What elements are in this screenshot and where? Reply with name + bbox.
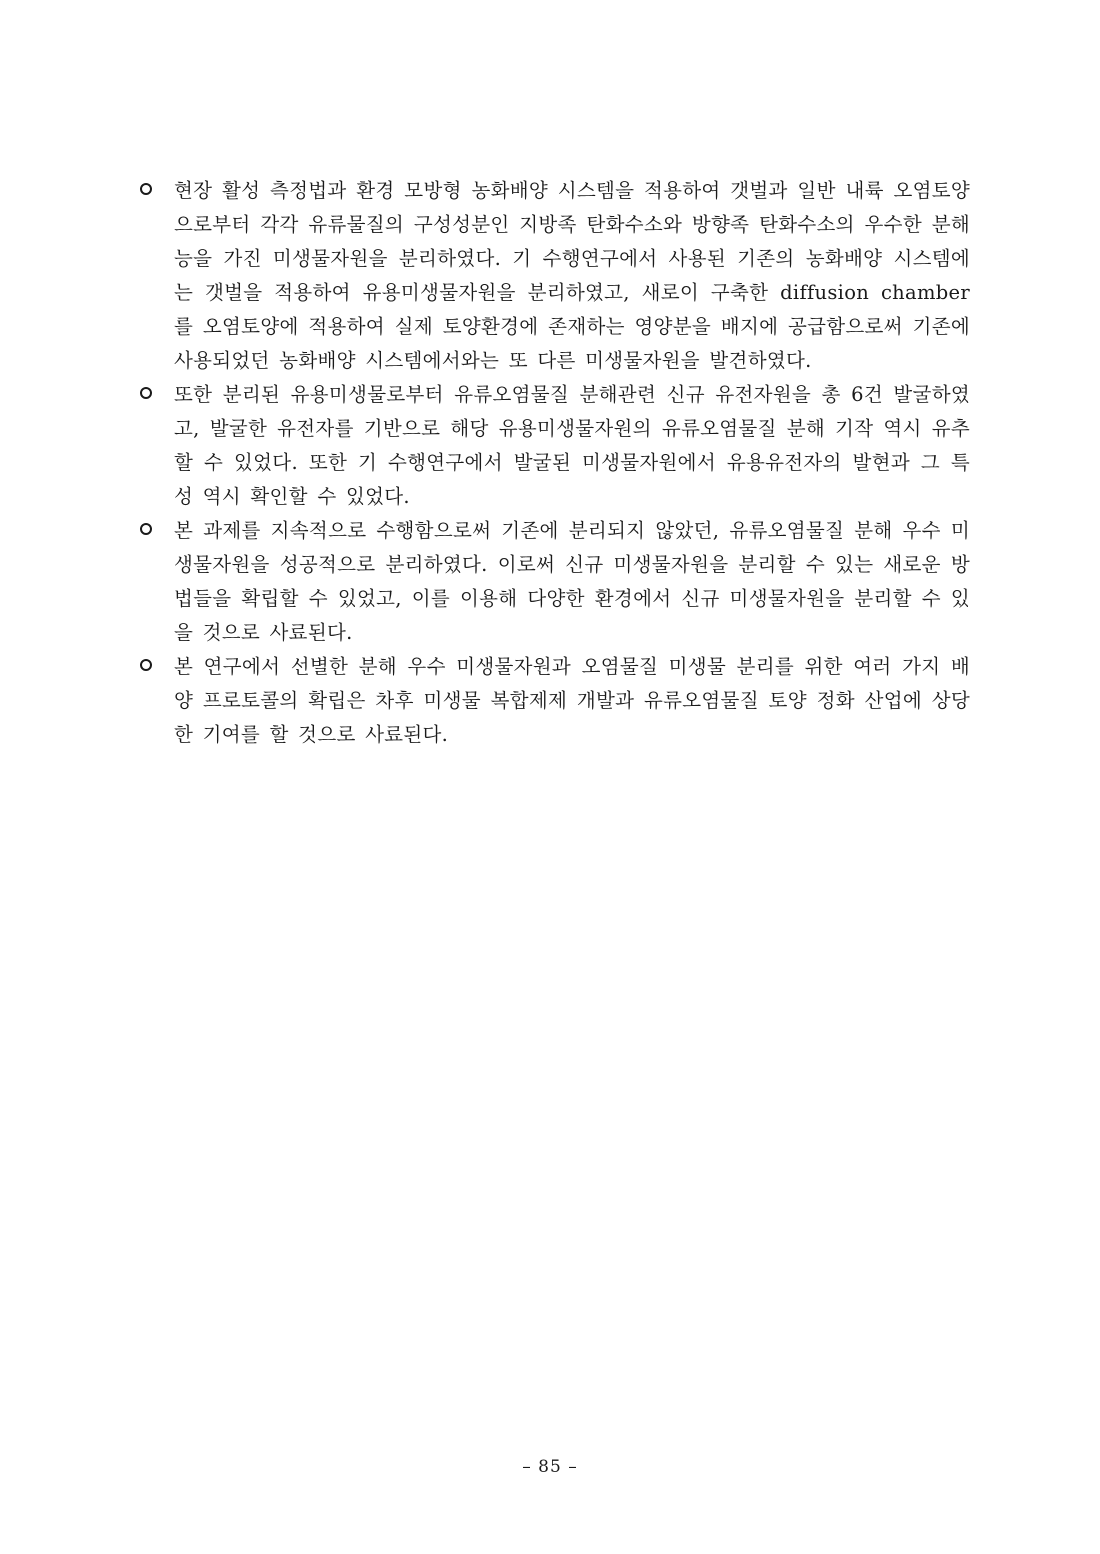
paragraph-text: 현장 활성 측정법과 환경 모방형 농화배양 시스템을 적용하여 갯벌과 일반 내륙 오염토양으로부터 각각 유류물질의 구성성분인 지방족 탄화수소와 방향족 탄화수소의 우수한 분해능을 가진 미생물자원을 분리하였다. 기 수행연구에서 사용된 기존의 농화배양 시스템에는 갯벌을 적용하여 유용미생물자원을 분리하였고, 새로이 구축한 diffusion chamber를 오염토양에 적용하여 실제 토양환경에 존재하는 영양분을 배지에 공급함으로써 기존에 사용되었던 농화배양 시스템에서와는 또 다른 미생물자원을 발견하였다. bbox=[174, 179, 970, 372]
bullet-paragraph-1 bbox=[138, 174, 970, 378]
paragraph-text: 본 과제를 지속적으로 수행함으로써 기존에 분리되지 않았던, 유류오염물질 분해 우수 미생물자원을 성공적으로 분리하였다. 이로써 신규 미생물자원을 분리할 수 있는 새로운 방법들을 확립할 수 있었고, 이를 이용해 다양한 환경에서 신규 미생물자원을 분리할 수 있을 것으로 사료된다. bbox=[174, 519, 970, 644]
bullet-paragraph-3 bbox=[138, 514, 970, 650]
page-number: – 85 – bbox=[522, 1457, 578, 1477]
paragraph-text: 본 연구에서 선별한 분해 우수 미생물자원과 오염물질 미생물 분리를 위한 여러 가지 배양 프로토콜의 확립은 차후 미생물 복합제제 개발과 유류오염물질 토양 정화 산업에 상당한 기여를 할 것으로 사료된다. bbox=[174, 655, 970, 746]
bullet-paragraph-4 bbox=[138, 650, 970, 752]
circle-bullet-icon bbox=[140, 183, 152, 195]
bullet-paragraph-2 bbox=[138, 378, 970, 514]
paragraph-text: 또한 분리된 유용미생물로부터 유류오염물질 분해관련 신규 유전자원을 총 6건 발굴하였고, 발굴한 유전자를 기반으로 해당 유용미생물자원의 유류오염물질 분해 기작 역시 유추할 수 있었다. 또한 기 수행연구에서 발굴된 미생물자원에서 유용유전자의 발현과 그 특성 역시 확인할 수 있었다. bbox=[174, 383, 970, 508]
circle-bullet-icon bbox=[140, 387, 152, 399]
circle-bullet-icon bbox=[140, 523, 152, 535]
document-body bbox=[138, 174, 970, 752]
circle-bullet-icon bbox=[140, 659, 152, 671]
